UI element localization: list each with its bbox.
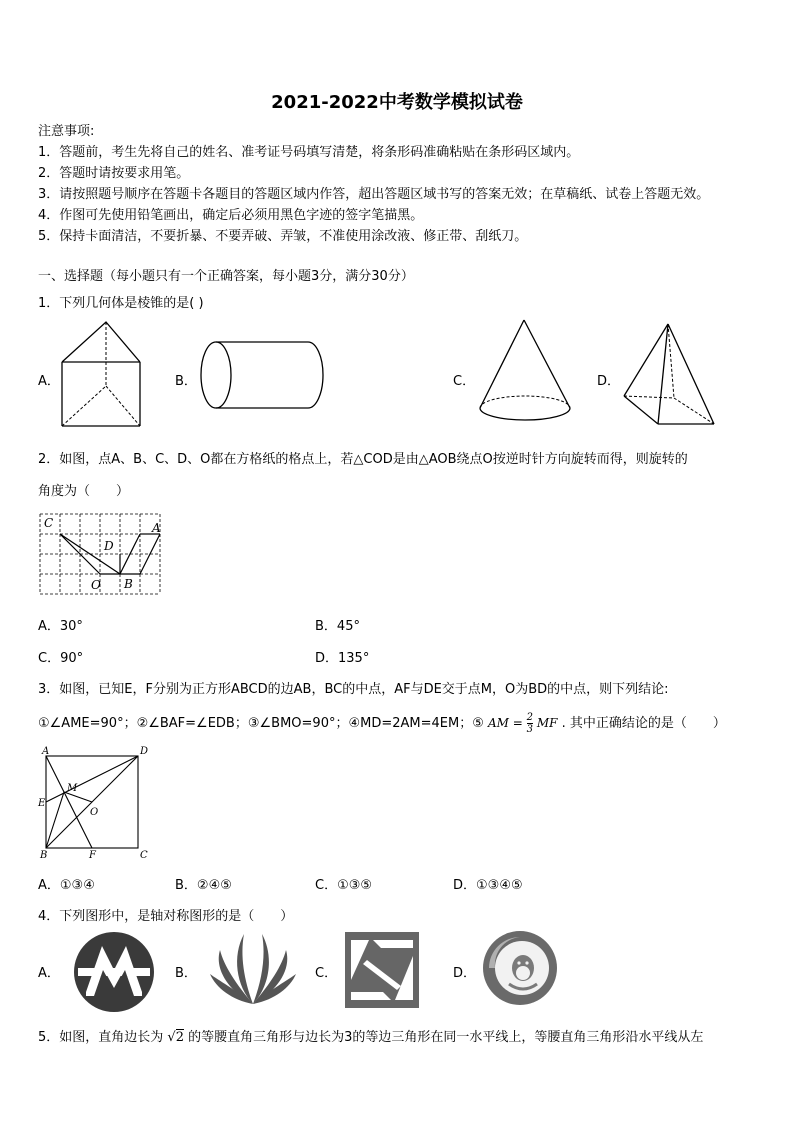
q4-logo-metro-m [72, 930, 156, 1014]
q4-option-d-label: D． [453, 966, 477, 981]
section-heading: 一、选择题（每小题只有一个正确答案，每小题3分，满分30分） [38, 269, 414, 284]
q3-option-b: B．②④⑤ [175, 878, 232, 893]
q2-label-b: B [124, 577, 133, 591]
page-title: 2021-2022中考数学模拟试卷 [271, 92, 523, 113]
q2-stem-line1: 2．如图，点A、B、C、D、O都在方格纸的格点上，若△COD是由△AOB绕点O按逆时针方向旋转而得，则旋转的 [38, 452, 688, 467]
notice-item-3: 3．请按照题号顺序在答题卡各题目的答题区域内作答，超出答题区域书写的答案无效；在草稿纸、试卷上答题无效。 [38, 187, 710, 202]
notice-item-1: 1．答题前，考生先将自己的姓名、准考证号码填写清楚，将条形码准确粘贴在条形码区域内。 [38, 145, 580, 160]
q3-label-m: M [67, 783, 78, 794]
q2-label-a: A [152, 521, 161, 535]
q3-label-f: F [89, 850, 96, 861]
q1-option-d-label: D． [597, 374, 621, 389]
q4-stem: 4．下列图形中，是轴对称图形的是（ ） [38, 909, 294, 924]
q3-label-a: A [42, 746, 50, 757]
q4-logo-square-n [343, 930, 421, 1010]
q3-conclusions: ①∠AME=90°；②∠BAF=∠EDB；③∠BMO=90°；④MD=2AM=4EM；⑤ [38, 716, 484, 731]
q1-figure-cylinder [196, 335, 328, 415]
notice-heading: 注意事项: [38, 124, 95, 139]
q4-option-a-label: A． [38, 966, 60, 981]
q5-sqrt-radicand: 2 [175, 1030, 184, 1045]
q2-label-o: O [91, 578, 101, 592]
q5-stem [38, 1026, 703, 1045]
q3-formula-numerator: 2 [526, 712, 534, 723]
q1-option-a-label: A． [38, 374, 60, 389]
q4-option-b-label: B． [175, 966, 197, 981]
q5-stem-pre: 5．如图，直角边长为 [38, 1030, 164, 1045]
q4-logo-penguin-circle [481, 928, 559, 1008]
q3-formula-rhs: MF [536, 716, 558, 730]
q2-option-b: B．45° [315, 619, 360, 634]
q3-label-b: B [40, 850, 48, 861]
q3-stem-tail: . 其中正确结论的是（ ） [561, 716, 726, 731]
q3-square-figure [36, 744, 156, 866]
q2-option-d: D．135° [315, 651, 370, 666]
notice-item-5: 5．保持卡面清洁，不要折暴、不要弄破、弄皱，不准使用涂改液、修正带、刮纸刀。 [38, 229, 528, 244]
q3-label-o: O [90, 807, 99, 818]
q3-option-a: A．①③④ [38, 878, 95, 893]
q3-formula-fraction [527, 712, 533, 735]
notice-item-4: 4．作图可先使用铅笔画出，确定后必须用黑色字迹的签字笔描黑。 [38, 208, 424, 223]
q1-option-b-label: B． [175, 374, 197, 389]
q1-figure-cone [474, 316, 578, 428]
q1-option-c-label: C． [453, 374, 476, 389]
q1-figure-prism [58, 318, 144, 430]
q3-label-e: E [38, 798, 46, 809]
q3-stem-line1: 3．如图，已知E，F分别为正方形ABCD的边AB，BC的中点，AF与DE交于点M，O为BD的中点，则下列结论: [38, 682, 669, 697]
q5-sqrt-expression [167, 1030, 184, 1045]
q2-label-d: D [104, 539, 114, 553]
q3-label-d: D [140, 746, 149, 757]
q1-figure-pyramid [618, 320, 718, 430]
q3-option-d: D．①③④⑤ [453, 878, 523, 893]
q2-stem-line2: 角度为（ ） [38, 484, 130, 499]
q3-formula-lhs: AM = [488, 716, 523, 730]
q5-stem-post: 的等腰直角三角形与边长为3的等边三角形在同一水平线上，等腰直角三角形沿水平线从左 [188, 1030, 704, 1045]
q2-option-a: A．30° [38, 619, 83, 634]
q3-formula-denominator: 3 [526, 724, 534, 735]
q2-option-c: C．90° [38, 651, 84, 666]
q3-label-c: C [140, 850, 148, 861]
q3-option-c: C．①③⑤ [315, 878, 373, 893]
q3-stem-line2 [38, 712, 726, 735]
notice-item-2: 2．答题时请按要求用笔。 [38, 166, 190, 181]
q3-formula [488, 712, 557, 735]
q4-logo-fan-petals [206, 930, 300, 1008]
q2-grid-figure [36, 510, 166, 600]
q5-sqrt-sign: √ [167, 1030, 176, 1045]
q1-stem: 1．下列几何体是棱锥的是( ) [38, 296, 204, 311]
q2-label-c: C [44, 516, 54, 530]
q4-option-c-label: C． [315, 966, 338, 981]
